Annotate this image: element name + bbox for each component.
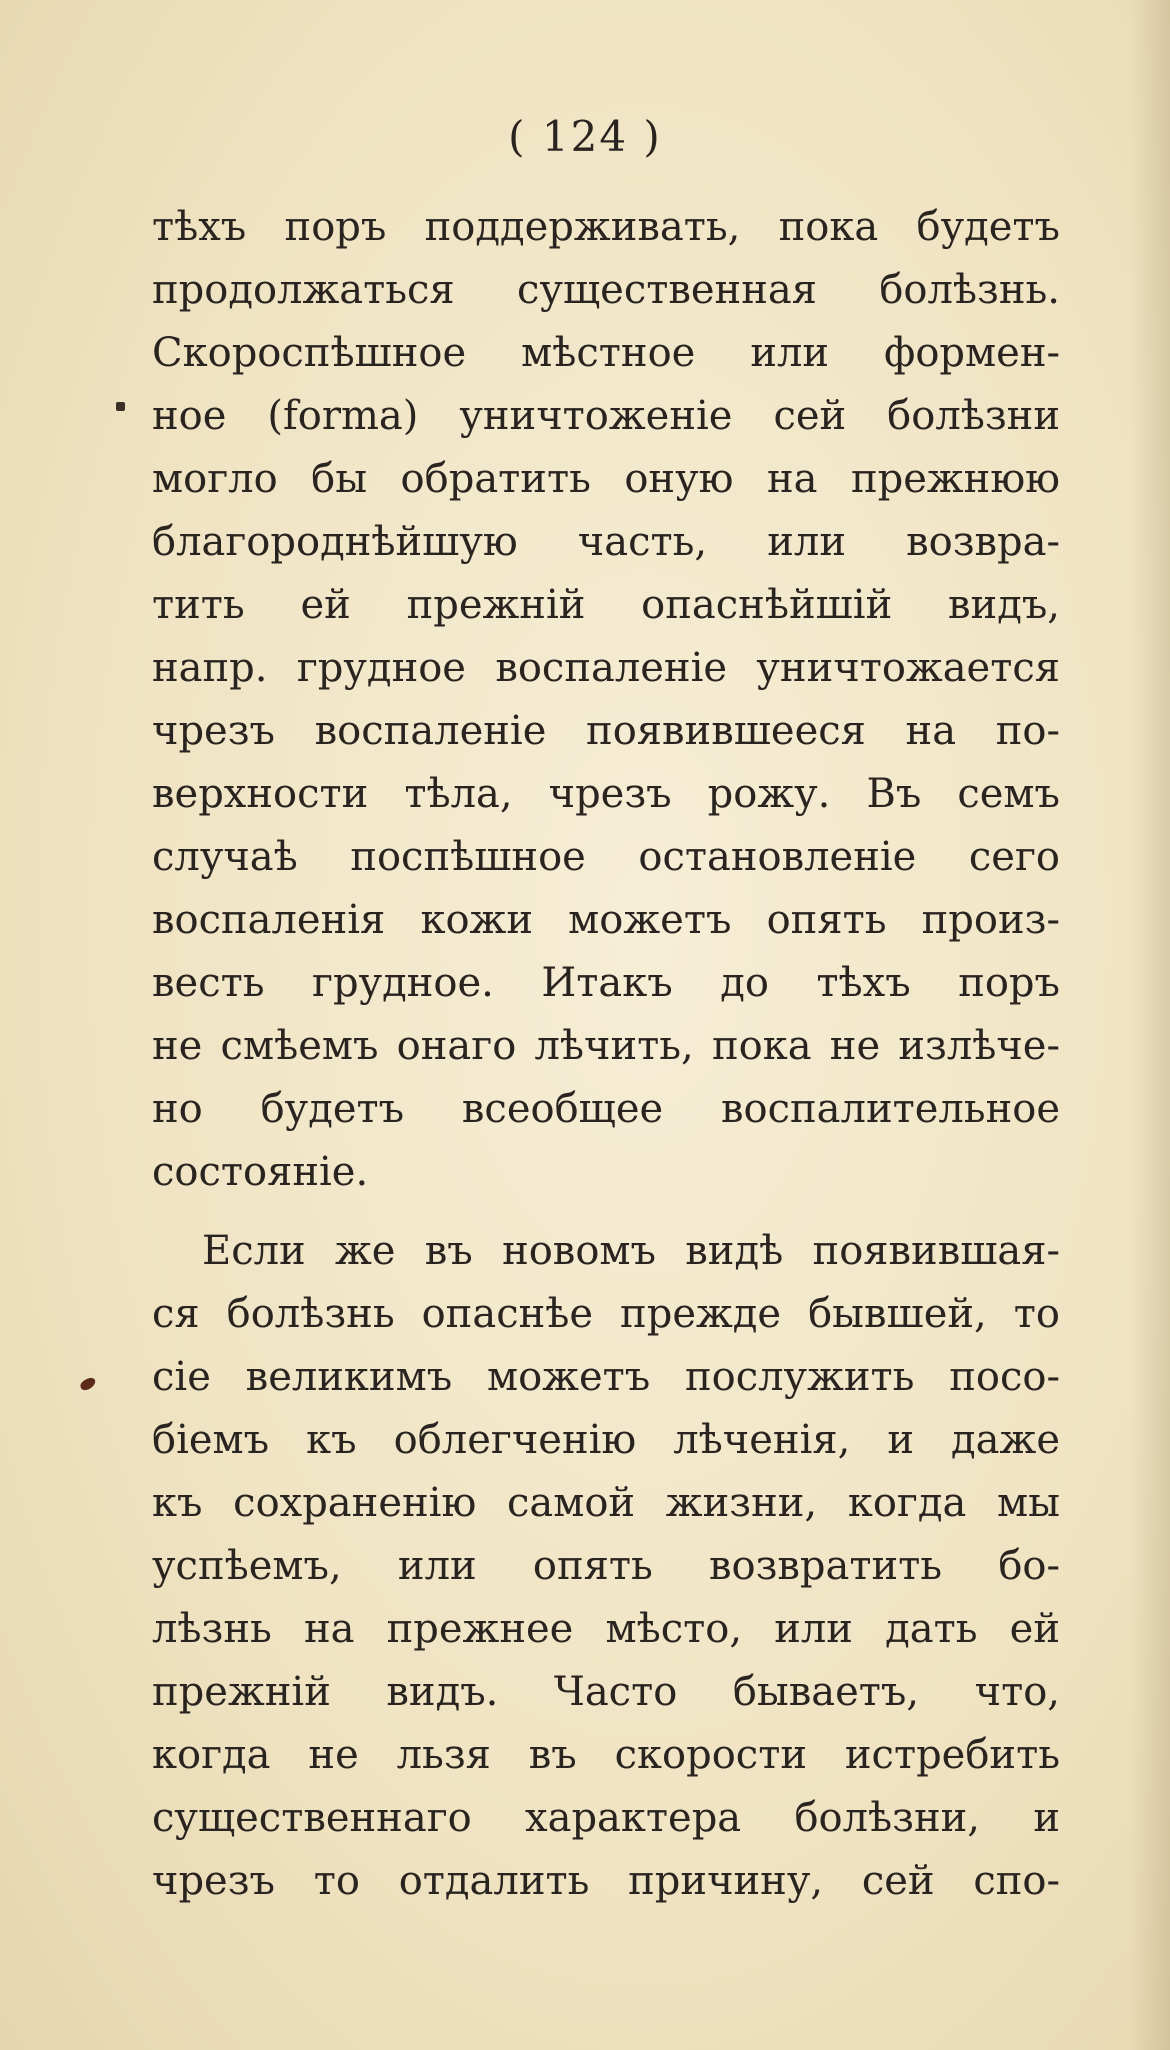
page-number: ( 124 )	[508, 112, 662, 161]
text-line: сіе великимъ можетъ послужить посо-	[152, 1354, 1060, 1400]
text-line: чрезъ воспаленіе появившееся на по-	[152, 708, 1060, 754]
body-text	[152, 196, 1060, 1913]
text-line: біемъ къ облегченію лѣченія, и даже	[152, 1417, 1060, 1463]
text-line: продолжаться существенная болѣзнь.	[152, 267, 1060, 313]
text-line: напр. грудное воспаленіе уничтожается	[152, 645, 1060, 691]
text-line: не смѣемъ онаго лѣчить, пока не излѣче-	[152, 1023, 1060, 1069]
text-line: Если же въ новомъ видѣ появившая-	[202, 1228, 1060, 1274]
text-line: къ сохраненію самой жизни, когда мы	[152, 1480, 1060, 1526]
text-line: чрезъ то отдалить причину, сей спо-	[152, 1858, 1060, 1904]
text-line: весть грудное. Итакъ до тѣхъ поръ	[152, 960, 1060, 1006]
text-line: воспаленія кожи можетъ опять произ-	[152, 897, 1060, 943]
text-line: тить ей прежній опаснѣйшій видъ,	[152, 582, 1060, 628]
text-line: но будетъ всеобщее воспалительное	[152, 1086, 1060, 1132]
text-line: Скороспѣшное мѣстное или формен-	[152, 330, 1060, 376]
text-line: когда не льзя въ скорости истребить	[152, 1732, 1060, 1778]
text-line: благороднѣйшую часть, или возвра-	[152, 519, 1060, 565]
paragraph-gap	[152, 1204, 1060, 1220]
text-line: состояніе.	[152, 1149, 369, 1195]
text-line: верхности тѣла, чрезъ рожу. Въ семъ	[152, 771, 1060, 817]
text-line: ное (forma) уничтоженіе сей болѣзни	[152, 393, 1060, 439]
text-line: тѣхъ поръ поддерживать, пока будетъ	[152, 204, 1060, 250]
margin-ink-blot	[79, 1376, 98, 1392]
text-line: могло бы обратить оную на прежнюю	[152, 456, 1060, 502]
text-line: ся болѣзнь опаснѣе прежде бывшей, то	[152, 1291, 1060, 1337]
text-line: случаѣ поспѣшное остановленіе сего	[152, 834, 1060, 880]
text-line: успѣемъ, или опять возвратить бо-	[152, 1543, 1060, 1589]
margin-dot-mark	[116, 402, 125, 411]
text-line: существеннаго характера болѣзни, и	[152, 1795, 1060, 1841]
page-edge-shadow	[1130, 0, 1170, 2050]
text-line: лѣзнь на прежнее мѣсто, или дать ей	[152, 1606, 1060, 1652]
text-line: прежній видъ. Часто бываетъ, что,	[152, 1669, 1060, 1715]
